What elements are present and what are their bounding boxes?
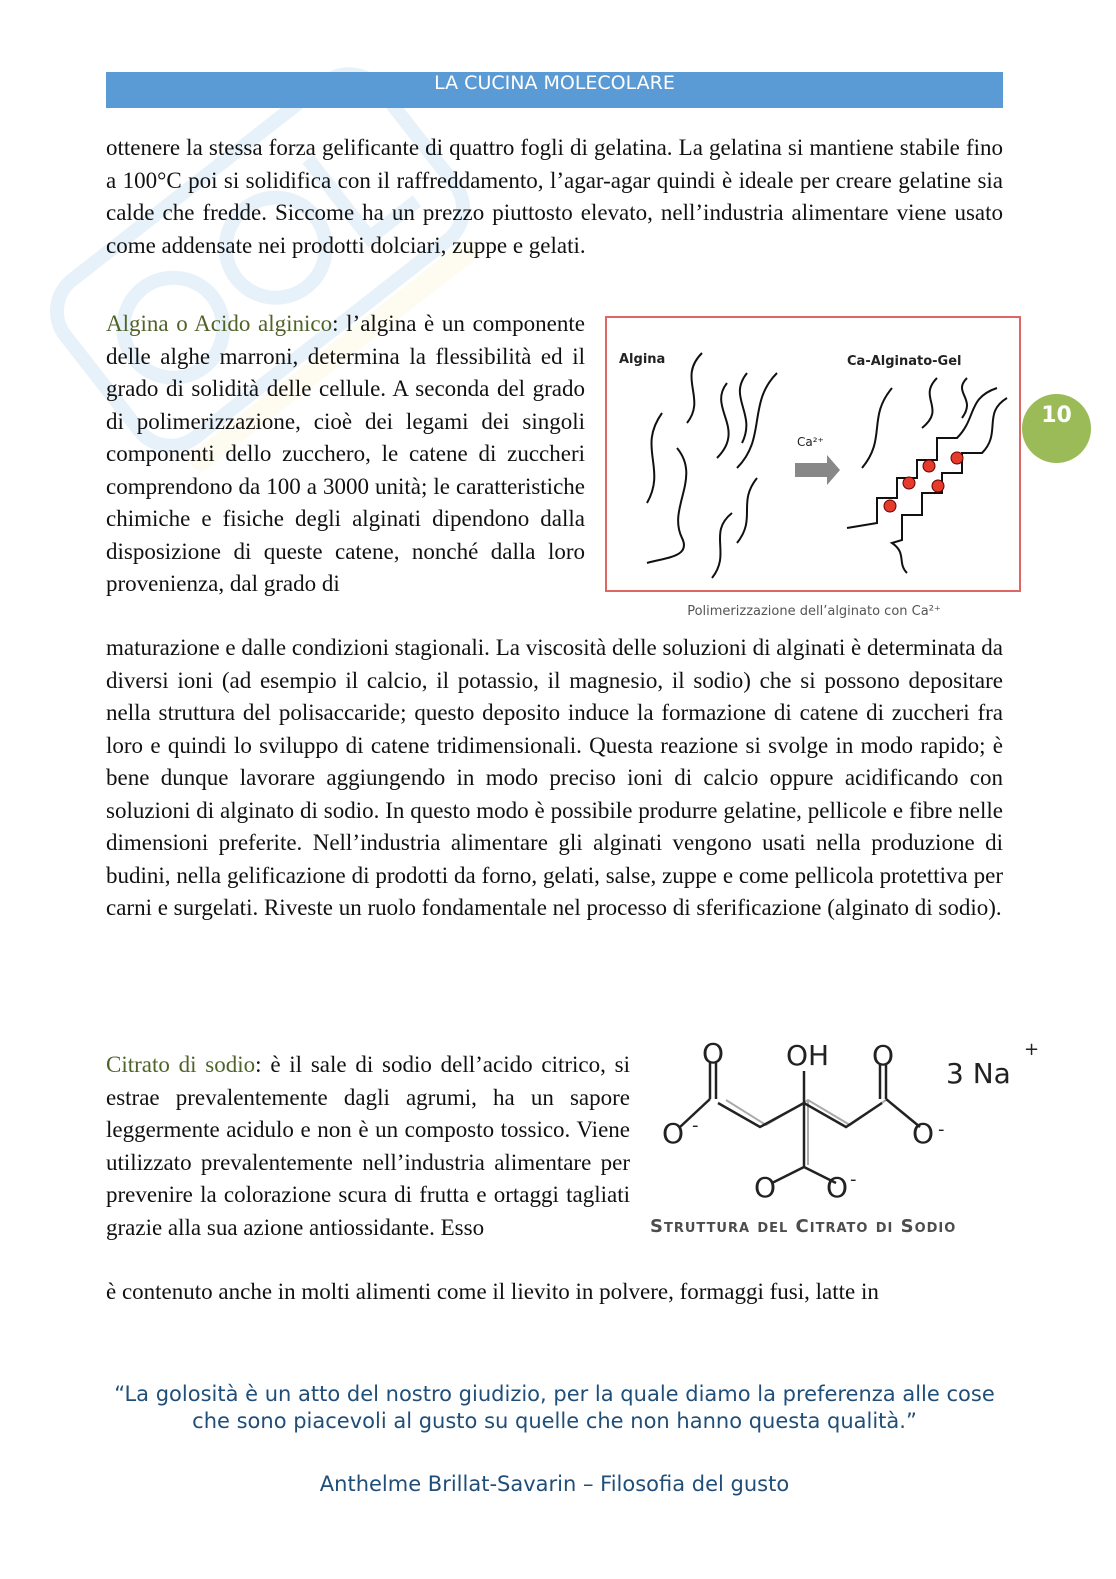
algina-text-a: l’algina è un componente delle alghe marroni, determina la flessibilità ed il grado di solidità delle cellule. A seconda del grado di polimerizzazione, cioè dei legami dei singoli componenti dello zucchero, le catene di zuccheri comprendono da 100 a 3000 unità; le caratteristiche chimiche e fisiche degli alginati dipendono dalla disposizione di queste catene, nonché dalla loro provenienza, dal grado di — [106, 311, 585, 596]
page-number-badge — [1022, 394, 1091, 463]
term-algina: Algina o Acido alginico — [106, 311, 333, 336]
counter-ion: 3 Na — [946, 1057, 1011, 1090]
charge-plus: + — [1024, 1039, 1040, 1060]
free-chains — [647, 353, 777, 578]
atom-oh: OH — [786, 1039, 830, 1072]
footer-quote: “La golosità è un atto del nostro giudizio, per la quale diamo la preferenza alle cose che sono piacevoli al gusto su quelle che non hanno questa qualità.” — [114, 1382, 995, 1433]
alginate-figure — [605, 316, 1021, 592]
header-title: LA CUCINA MOLECOLARE — [434, 72, 675, 94]
paragraph-citrato-cont: è contenuto anche in molti alimenti come il lievito in polvere, formaggi fusi, latte in — [106, 1279, 879, 1304]
reaction-arrow-icon — [795, 455, 840, 485]
citrate-figure-caption: Struttura del Citrato di Sodio — [650, 1216, 957, 1237]
page-number: 10 — [1041, 403, 1072, 428]
page-header — [106, 72, 1003, 108]
gel-chains — [847, 378, 1007, 573]
paragraph-citrato-intro — [106, 1049, 630, 1244]
citrate-structure — [650, 1035, 1055, 1210]
citrato-text-a: è il sale di sodio dell’acido citrico, si estrae prevalentemente dagli agrumi, ha un sapore leggermente acidulo e non è un composto tossico. Viene utilizzato prevalentemente nell’industria alimentare per prevenire la colorazione scura di frutta e ortaggi tagliati grazie alla sua azione antiossidante. Esso — [106, 1052, 630, 1240]
paragraph-algina-cont: maturazione e dalle condizioni stagionali. La viscosità delle soluzioni di alginati è determinata da diversi ioni (ad esempio il calcio, il potassio, il magnesio, il sodio) che si possono depositare nella struttura del polisaccaride; questo deposito induce la formazione di catene di zuccheri fra loro e quindi lo sviluppo di catene tridimensionali. Questa reazione si svolge in modo rapido; è bene dunque lavorare aggiungendo in modo preciso ioni di calcio oppure acidificando con soluzioni di alginato di sodio. In questo modo è possibile produrre gelatine, pellicole e fibre nelle dimensioni preferite. Nell’industria alimentare gli alginati vengono usati nella produzione di budini, nella gelificazione di prodotti da forno, gelati, salse, zuppe e come pellicola protettiva per carni e surgelati. Riveste un ruolo fondamentale nel processo di sferificazione (alginato di sodio). — [106, 635, 1003, 920]
charge-minus-3: - — [850, 1169, 857, 1190]
ion-label: Ca²⁺ — [797, 435, 824, 449]
charge-minus-1: - — [692, 1115, 699, 1136]
term-citrato-colon: : — [255, 1052, 262, 1077]
paragraph-agar: ottenere la stessa forza gelificante di quattro fogli di gelatina. La gelatina si mantiene stabile fino a 100°C poi si solidifica con il raffreddamento, l’agar-agar quindi è ideale per creare gelatine sia calde che fredde. Siccome ha un prezzo piuttosto elevato, nell’industria alimentare viene usato come addensate nei prodotti dolciari, zuppe e gelati. — [106, 135, 1003, 258]
atom-o-4: O — [912, 1117, 935, 1150]
atom-o-1: O — [702, 1037, 725, 1070]
atom-o-6: O — [826, 1171, 849, 1204]
paragraph-algina-intro — [106, 308, 585, 601]
atom-o-2: O — [872, 1039, 895, 1072]
atom-o-5: O — [754, 1171, 777, 1204]
alginate-figure-caption: Polimerizzazione dell’alginato con Ca²⁺ — [687, 604, 941, 619]
alginate-diagram — [607, 318, 1019, 590]
atom-o-3: O — [662, 1117, 685, 1150]
label-ca-alginato-gel: Ca-Alginato-Gel — [847, 354, 962, 369]
quote-author: Anthelme Brillat-Savarin – Filosofia del gusto — [319, 1472, 790, 1496]
charge-minus-2: - — [938, 1119, 945, 1140]
label-algina: Algina — [619, 352, 666, 367]
term-algina-colon: : — [332, 311, 339, 336]
term-citrato: Citrato di sodio — [106, 1052, 256, 1077]
